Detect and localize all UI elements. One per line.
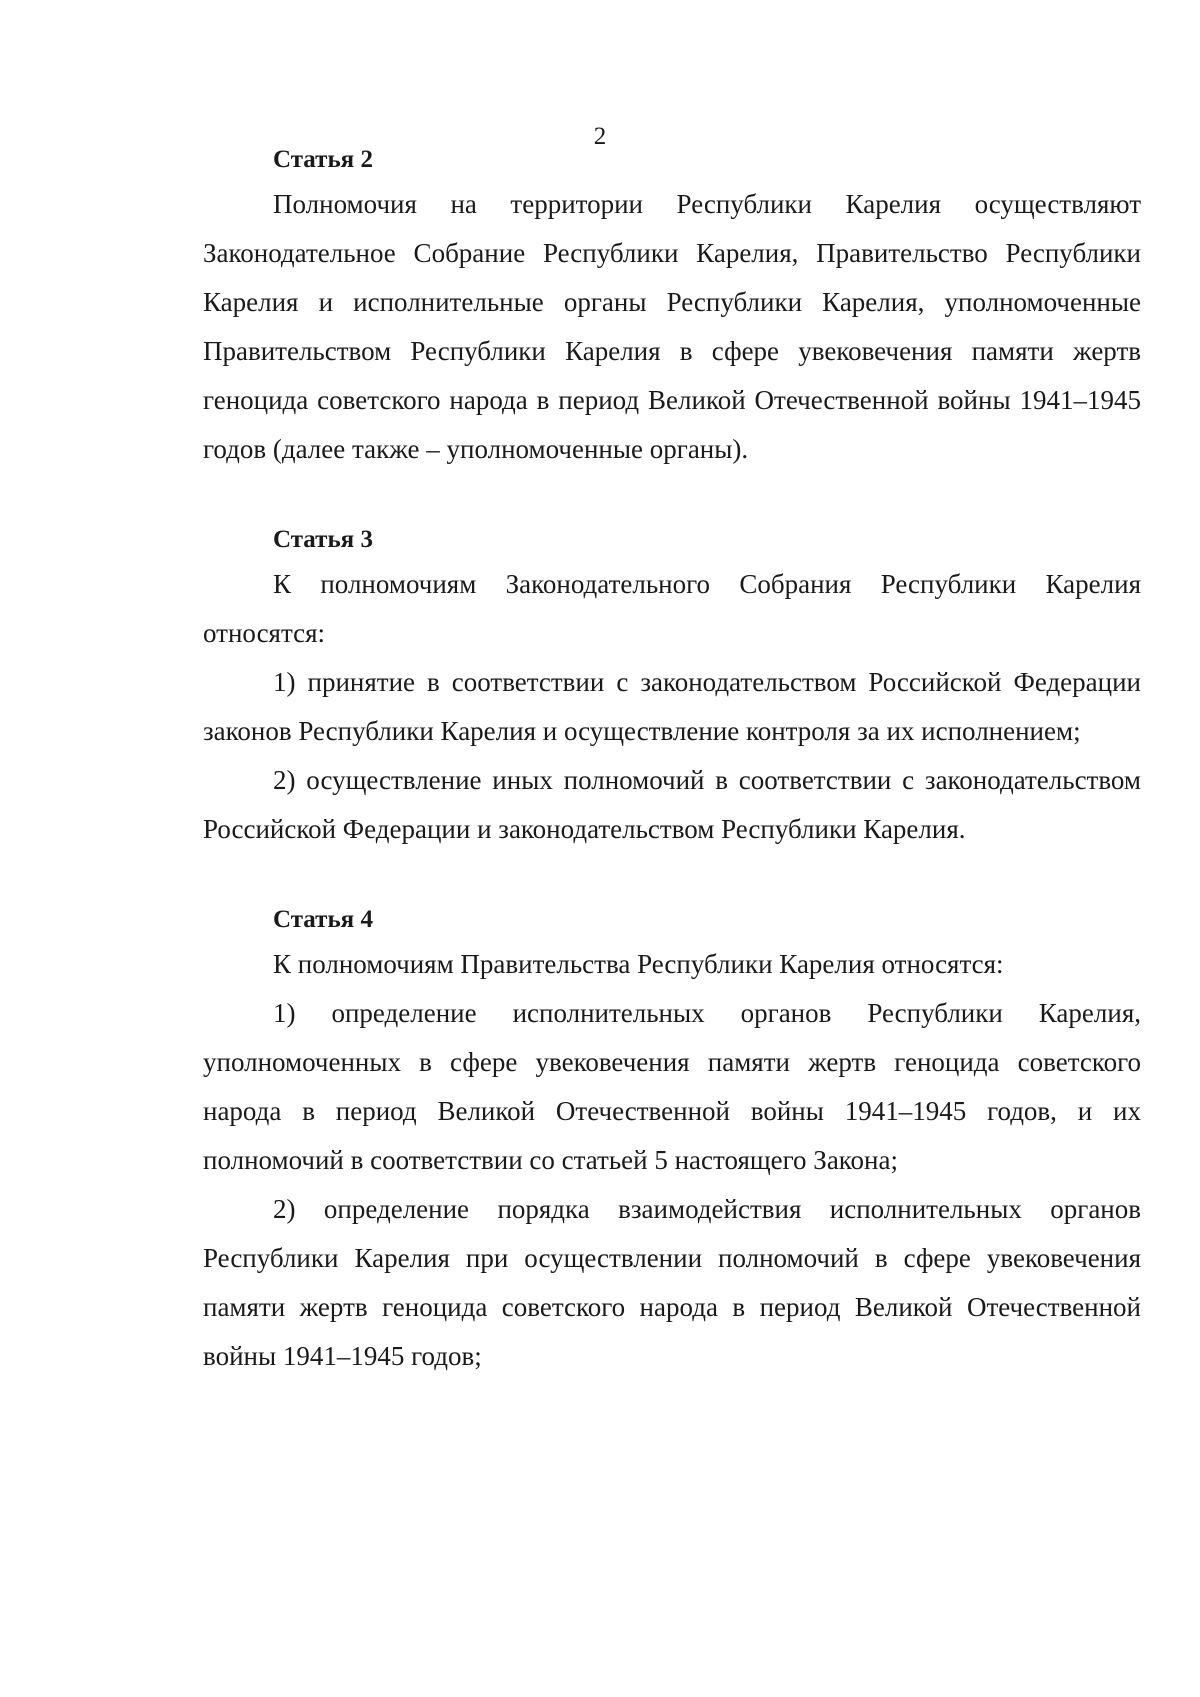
article-4 <box>203 900 1141 1381</box>
article-2 <box>203 140 1141 474</box>
article-heading: Статья 3 <box>273 526 373 553</box>
article-paragraph: К полномочиям Правительства Республики Карелия относятся: <box>273 949 1004 979</box>
article-list-item: 2) осуществление иных полномочий в соответствии с законодательством Российской Федерации и законодательством Республики Карелия. <box>203 765 1141 844</box>
article-heading: Статья 4 <box>273 906 373 933</box>
article-heading: Статья 2 <box>273 146 373 173</box>
article-list-item: 1) определение исполнительных органов Республики Карелия, уполномоченных в сфере увековечения памяти жертв геноцида советского народа в период Великой Отечественной войны 1941–1945 годов, и их полномочий в соответствии со статьей 5 настоящего Закона; <box>203 998 1141 1175</box>
document-body <box>203 140 1141 1381</box>
article-paragraph: Полномочия на территории Республики Карелия осуществляют Законодательное Собрание Республики Карелия, Правительство Республики Карелия и исполнительные органы Республики Карелия, уполномоченные Правительством Республики Карелия в сфере увековечения памяти жертв геноцида советского народа в период Великой Отечественной войны 1941–1945 годов (далее также – уполномоченные органы). <box>203 189 1141 464</box>
article-spacer <box>203 854 1141 900</box>
article-list-item: 1) принятие в соответствии с законодательством Российской Федерации законов Республики Карелия и осуществление контроля за их исполнением; <box>203 667 1141 746</box>
page-number: 2 <box>593 123 607 150</box>
article-list-item: 2) определение порядка взаимодействия исполнительных органов Республики Карелия при осуществлении полномочий в сфере увековечения памяти жертв геноцида советского народа в период Великой Отечественной войны 1941–1945 годов; <box>203 1194 1141 1371</box>
article-spacer <box>203 474 1141 520</box>
article-paragraph: К полномочиям Законодательного Собрания Республики Карелия относятся: <box>203 569 1141 648</box>
article-3 <box>203 520 1141 854</box>
